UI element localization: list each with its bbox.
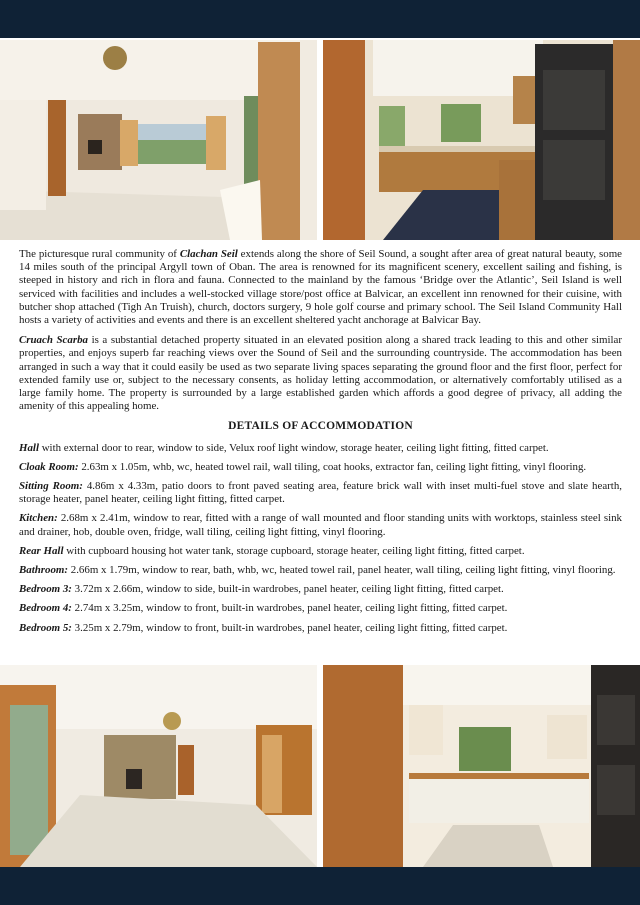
- room-details: 2.74m x 3.25m, window to front, built-in wardrobes, panel heater, ceiling light fitting, fitted carpet.: [71, 602, 508, 615]
- room-name: Rear Hall: [19, 544, 64, 557]
- room-details: 3.25m x 2.79m, window to front, built-in wardrobes, panel heater, ceiling light fitting, fitted carpet.: [71, 621, 508, 634]
- sitting-room-photo: [0, 40, 317, 240]
- room-kitchen: [19, 512, 622, 538]
- room-name: Bathroom:: [19, 564, 69, 577]
- bottom-band: [0, 867, 640, 905]
- room-rear-hall: [19, 545, 622, 558]
- room-details: with external door to rear, window to side, Velux roof light window, storage heater, ceiling light fitting, fitted carpet.: [38, 441, 549, 454]
- room-name: Bedroom 4:: [19, 602, 72, 615]
- accommodation-heading: DETAILS OF ACCOMMODATION: [228, 420, 413, 433]
- room-name: Sitting Room:: [19, 480, 83, 493]
- room-details: with cupboard housing hot water tank, storage cupboard, storage heater, ceiling light fitting, fitted carpet.: [63, 544, 525, 557]
- room-bedroom-4: [19, 602, 622, 615]
- room-name: Bedroom 5:: [19, 621, 72, 634]
- room-details: 2.68m x 2.41m, window to rear, fitted with a range of wall mounted and floor standing units with worktops, stainless steel sink and drainer, hob, double oven, fridge, wall tiling, ceiling light fitting, vinyl flooring.: [19, 512, 622, 538]
- intro-text-body: extends along the shore of Seil Sound, a sought after area of great natural beauty, some 14 miles south of the principal Argyll town of Oban. The area is renowned for its magnificent scenery, excellent sailing and fishing, is steeped in history and rich in flora and fauna. Connected to the mainland by the famous ‘Bridge over the Atlantic’, Seil Island is well serviced with facilities and includes a well-stocked village store/post office at Balvicar, an excellent inn renowned for their cuisine, with butcher shop attached (Tigh An Truish), church, doctors surgery, 9 hole golf course and primary school. The Seil Island Community Hall hosts a variety of activities and events and there is an excellent sheltered yacht anchorage at Balvicar Bay.: [19, 248, 623, 327]
- description-text: [19, 248, 622, 641]
- room-bedroom-3: [19, 583, 622, 596]
- brochure-page: [0, 38, 640, 867]
- room-details: 3.72m x 2.66m, window to side, built-in wardrobes, panel heater, ceiling light fitting, fitted carpet.: [71, 583, 504, 596]
- kitchen-second-photo: [323, 665, 640, 867]
- room-bathroom: [19, 564, 622, 577]
- room-name: Cloak Room:: [19, 460, 79, 473]
- kitchen-photo: [323, 40, 640, 240]
- room-sitting-room: [19, 480, 622, 506]
- room-name: Hall: [19, 441, 39, 454]
- top-band: [0, 0, 640, 38]
- sitting-room-stove-photo: [0, 665, 317, 867]
- room-bedroom-5: [19, 622, 622, 635]
- property-name: Cruach Scarba: [19, 334, 88, 347]
- room-details: 4.86m x 4.33m, patio doors to front paved seating area, feature brick wall with inset multi-fuel stove and slate hearth, storage heater, panel heater, ceiling light fitting, fitted carpet.: [19, 480, 622, 506]
- room-hall: [19, 442, 622, 455]
- village-name: Clachan Seil: [179, 248, 238, 260]
- property-description: is a substantial detached property situated in an elevated position along a shared track leading to this and other similar properties, and enjoys superb far reaching views over the Sound of Seil and the surrounding countryside. The accommodation has been arranged in such a way that it could easily be used as two separate living spaces separating the ground floor and the first floor, perfect for extended family use or, subject to the necessary consents, as holiday letting accommodation, or alternatively comfortably utilised as a large family home. The property is surrounded by a large established garden which affords a good degree of privacy, all adding the amenity of this appealing home.: [19, 334, 622, 413]
- room-details: 2.63m x 1.05m, whb, wc, heated towel rail, wall tiling, coat hooks, extractor fan, ceiling light fitting, vinyl flooring.: [78, 460, 587, 473]
- room-name: Bedroom 3:: [19, 583, 72, 596]
- room-cloak-room: [19, 461, 622, 474]
- room-name: Kitchen:: [19, 512, 58, 525]
- intro-text-lead: The picturesque rural community of: [19, 248, 180, 260]
- intro-paragraph-property: [19, 334, 622, 413]
- room-details: 2.66m x 1.79m, window to rear, bath, whb, wc, heated towel rail, panel heater, wall tiling, ceiling light fitting, vinyl flooring.: [68, 564, 616, 577]
- intro-paragraph-location: [19, 248, 622, 327]
